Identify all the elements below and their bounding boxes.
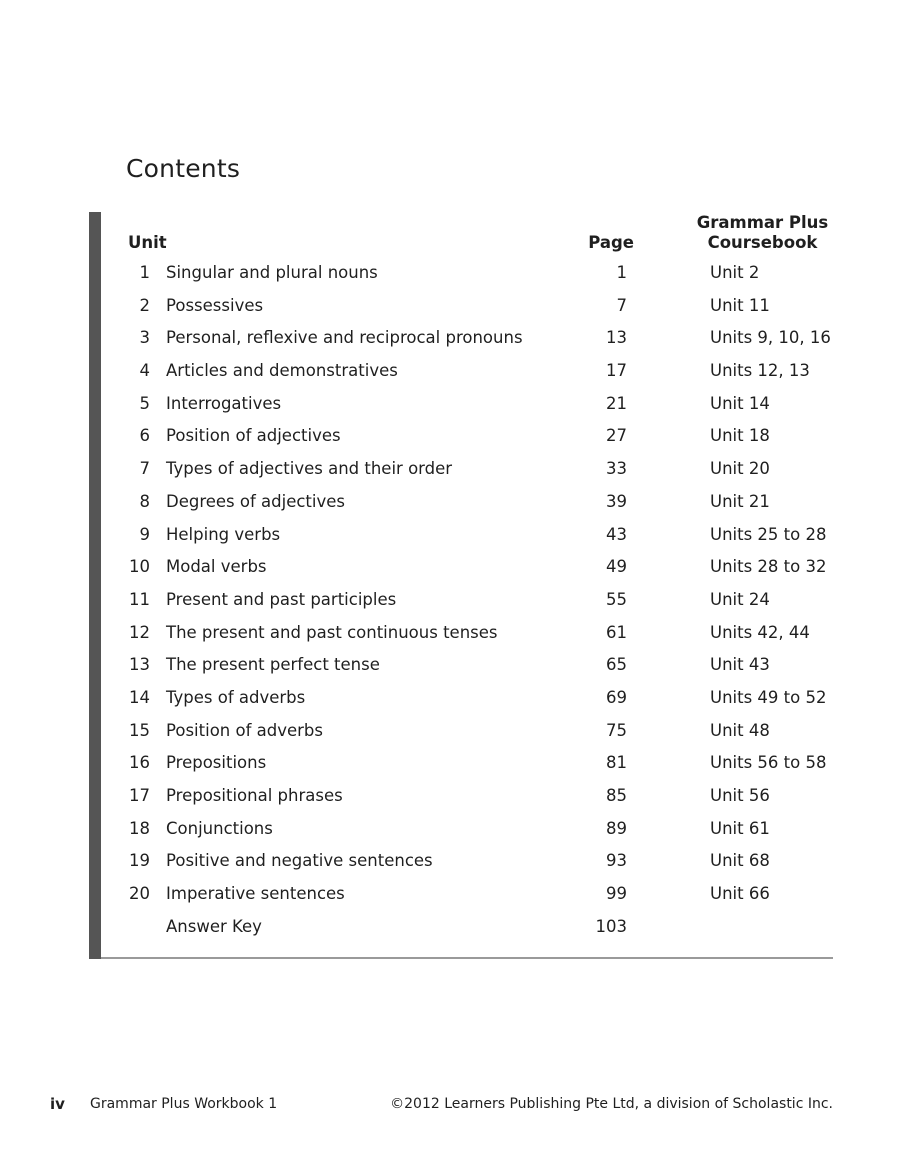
- unit-number: 2: [139, 295, 150, 315]
- table-row: [0, 420, 922, 453]
- unit-title: Present and past participles: [166, 589, 397, 609]
- coursebook-reference: Unit 66: [710, 884, 770, 904]
- unit-title: The present and past continuous tenses: [166, 622, 498, 642]
- unit-title: Singular and plural nouns: [166, 263, 378, 282]
- unit-number: 6: [139, 426, 150, 446]
- table-row: [0, 453, 922, 486]
- page-number: 1: [616, 263, 627, 282]
- page-number: 27: [606, 426, 627, 446]
- page-number: 21: [606, 393, 627, 413]
- unit-number: 7: [139, 459, 150, 479]
- page-title: Contents: [126, 154, 241, 183]
- unit-title: Position of adverbs: [166, 720, 323, 740]
- page-number: 93: [606, 851, 627, 871]
- page-number: 89: [606, 818, 627, 838]
- page-number: 103: [595, 916, 627, 936]
- table-bottom-rule: [101, 957, 833, 959]
- column-header-coursebook-line2: Coursebook: [707, 233, 818, 252]
- unit-title: Helping verbs: [166, 524, 281, 544]
- coursebook-reference: Unit 48: [710, 720, 770, 740]
- unit-title: Possessives: [166, 295, 264, 315]
- table-row: [0, 911, 922, 944]
- unit-number: 14: [129, 687, 150, 707]
- page-number: 85: [606, 786, 627, 805]
- table-row: [0, 322, 922, 355]
- table-row: [0, 257, 922, 290]
- column-header-page: Page: [588, 233, 634, 252]
- unit-number: 9: [139, 524, 150, 544]
- unit-number: 12: [129, 622, 150, 642]
- unit-title: Position of adjectives: [166, 426, 341, 446]
- table-row: [0, 715, 922, 748]
- unit-number: 16: [129, 753, 150, 773]
- table-row: [0, 617, 922, 650]
- table-row: [0, 813, 922, 846]
- coursebook-reference: Unit 61: [710, 818, 770, 838]
- coursebook-reference: Units 56 to 58: [710, 753, 827, 773]
- table-row: [0, 584, 922, 617]
- footer-book-title: Grammar Plus Workbook 1: [90, 1096, 278, 1112]
- unit-title: Modal verbs: [166, 557, 267, 577]
- table-row: [0, 290, 922, 323]
- contents-table: [0, 257, 922, 943]
- page-number: 43: [606, 524, 627, 544]
- coursebook-reference: Units 25 to 28: [710, 524, 827, 544]
- page-number: 61: [606, 622, 627, 642]
- table-row: [0, 747, 922, 780]
- page-number: 75: [606, 720, 627, 740]
- unit-title: Conjunctions: [166, 818, 273, 838]
- table-row: [0, 486, 922, 519]
- unit-title: Prepositions: [166, 753, 267, 773]
- unit-number: 5: [139, 393, 150, 413]
- coursebook-reference: Unit 56: [710, 786, 770, 805]
- unit-title: Types of adjectives and their order: [166, 459, 453, 479]
- unit-title: Personal, reflexive and reciprocal pronouns: [166, 328, 523, 348]
- coursebook-reference: Unit 68: [710, 851, 770, 871]
- unit-number: 8: [139, 491, 150, 511]
- column-header-coursebook: [690, 213, 835, 253]
- coursebook-reference: Unit 20: [710, 459, 770, 479]
- unit-number: 18: [129, 818, 150, 838]
- page-number: 69: [606, 687, 627, 707]
- page-number: 49: [606, 557, 627, 577]
- coursebook-reference: Unit 21: [710, 491, 770, 511]
- unit-title: The present perfect tense: [166, 655, 380, 675]
- coursebook-reference: Units 12, 13: [710, 361, 810, 381]
- unit-title: Articles and demonstratives: [166, 361, 398, 381]
- table-row: [0, 878, 922, 911]
- coursebook-reference: Units 42, 44: [710, 622, 810, 642]
- unit-number: 19: [129, 851, 150, 871]
- table-row: [0, 355, 922, 388]
- column-header-coursebook-line1: Grammar Plus: [696, 213, 829, 232]
- table-row: [0, 519, 922, 552]
- coursebook-reference: Unit 14: [710, 393, 770, 413]
- unit-number: 20: [129, 884, 150, 904]
- footer-copyright: ©2012 Learners Publishing Pte Ltd, a division of Scholastic Inc.: [390, 1096, 833, 1112]
- table-row: [0, 388, 922, 421]
- coursebook-reference: Unit 24: [710, 589, 770, 609]
- unit-number: 17: [129, 786, 150, 805]
- unit-title: Positive and negative sentences: [166, 851, 433, 871]
- page-number: 7: [616, 295, 627, 315]
- unit-number: 10: [129, 557, 150, 577]
- table-row: [0, 649, 922, 682]
- page-number: 33: [606, 459, 627, 479]
- unit-title: Answer Key: [166, 916, 262, 936]
- unit-title: Degrees of adjectives: [166, 491, 346, 511]
- table-row: [0, 780, 922, 813]
- page-number: 81: [606, 753, 627, 773]
- table-row: [0, 682, 922, 715]
- column-header-unit: Unit: [128, 233, 167, 252]
- coursebook-reference: Units 49 to 52: [710, 687, 827, 707]
- coursebook-reference: Unit 18: [710, 426, 770, 446]
- page-number: 17: [606, 361, 627, 381]
- coursebook-reference: Unit 2: [710, 263, 760, 282]
- coursebook-reference: Units 9, 10, 16: [710, 328, 831, 348]
- page-number: 39: [606, 491, 627, 511]
- coursebook-reference: Units 28 to 32: [710, 557, 827, 577]
- unit-title: Imperative sentences: [166, 884, 345, 904]
- page-number: 65: [606, 655, 627, 675]
- page-number: 13: [606, 328, 627, 348]
- unit-title: Interrogatives: [166, 393, 282, 413]
- coursebook-reference: Unit 43: [710, 655, 770, 675]
- unit-title: Types of adverbs: [166, 687, 306, 707]
- unit-number: 4: [139, 361, 150, 381]
- unit-number: 1: [139, 263, 150, 282]
- page-number: 55: [606, 589, 627, 609]
- page-number: 99: [606, 884, 627, 904]
- table-row: [0, 845, 922, 878]
- table-row: [0, 551, 922, 584]
- unit-title: Prepositional phrases: [166, 786, 343, 805]
- footer-page-number: iv: [50, 1095, 65, 1113]
- unit-number: 11: [129, 589, 150, 609]
- unit-number: 3: [139, 328, 150, 348]
- unit-number: 13: [129, 655, 150, 675]
- coursebook-reference: Unit 11: [710, 295, 770, 315]
- unit-number: 15: [129, 720, 150, 740]
